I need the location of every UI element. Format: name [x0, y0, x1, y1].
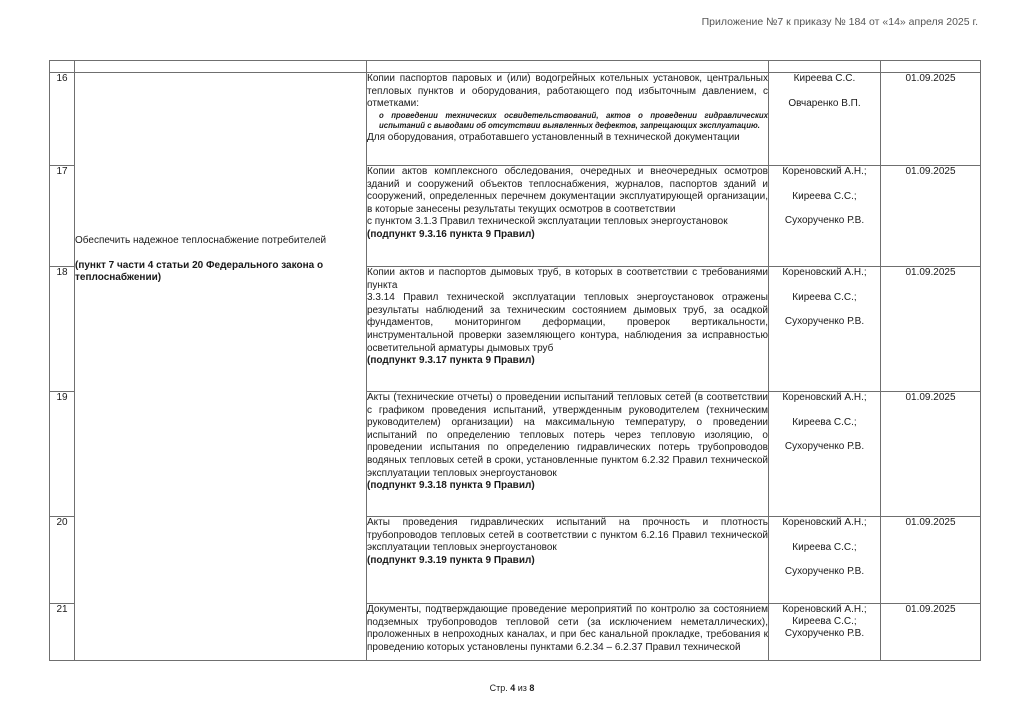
- responsible-name: Киреева С.С.;: [792, 416, 857, 428]
- responsible-name: Овчаренко В.П.: [788, 97, 861, 109]
- description-tail: Для оборудования, отработавшего установленный в технической документации: [367, 131, 740, 143]
- responsible-name: Киреева С.С.;: [792, 291, 857, 303]
- responsible-name: Сухорученко Р.В.: [784, 316, 865, 328]
- requirements-table: [49, 60, 981, 661]
- table-header-row: [50, 61, 981, 73]
- description-reference: (подпункт 9.3.16 пункта 9 Правил): [367, 228, 535, 240]
- description-text: с пунктом 3.1.3 Правил технической эксплуатации тепловых энергоустановок: [367, 216, 728, 228]
- row-date: 01.09.2025: [881, 604, 981, 661]
- row-description: [367, 166, 769, 267]
- description-text: Акты проведения гидравлических испытаний на прочность и плотность трубопроводов тепловых сетей в соответствии с пунктом 6.2.16 Правил технической эксплуатации тепловых энергоустановок: [367, 517, 768, 554]
- row-date: 01.09.2025: [881, 73, 981, 166]
- responsible-name: Кореновский А.Н.;: [782, 604, 867, 615]
- responsible-name: Кореновский А.Н.;: [782, 166, 867, 177]
- responsible-name: Кореновский А.Н.;: [782, 267, 867, 278]
- row-description: [367, 392, 769, 517]
- row-number: 18: [50, 267, 75, 392]
- responsible-name: Сухорученко Р.В.: [784, 566, 865, 578]
- goal-basis: (пункт 7 части 4 статьи 20 Федерального закона о теплоснабжении): [75, 259, 324, 284]
- row-number: 20: [50, 517, 75, 604]
- row-description: [367, 267, 769, 392]
- responsible-name: Сухорученко Р.В.: [784, 628, 865, 639]
- row-number: 21: [50, 604, 75, 661]
- responsible-name: Сухорученко Р.В.: [784, 441, 865, 453]
- row-date: 01.09.2025: [881, 392, 981, 517]
- description-note: о проведении технических освидетельствований, актов о проведении гидравлических испытаний с выводами об отсутствии выявленных дефектов, запрещающих эксплуатацию.: [379, 110, 768, 131]
- responsible-name: Киреева С.С.: [793, 73, 856, 84]
- responsible-name: Киреева С.С.;: [792, 190, 857, 202]
- row-responsible: [769, 166, 881, 267]
- description-text: Акты (технические отчеты) о проведении испытаний тепловых сетей (в соответствии с графиком проведения испытаний, утвержденным руководителем (техническим руководителем) организации) на максимальную температуру, о проведении испытаний по определению тепловых потерь через тепловую изоляцию, о проведении испытания по определению гидравлических потерь трубопроводов водяных тепловых сетей в сроки, установленные пунктом 6.2.32 Правил технической эксплуатации тепловых энергоустановок: [367, 392, 768, 479]
- row-date: 01.09.2025: [881, 267, 981, 392]
- row-description: [367, 517, 769, 604]
- row-date: 01.09.2025: [881, 166, 981, 267]
- row-number: 19: [50, 392, 75, 517]
- description-reference: (подпункт 9.3.17 пункта 9 Правил): [367, 355, 535, 367]
- page-footer: [0, 683, 1024, 693]
- footer-separator: из: [515, 683, 530, 693]
- row-description: [367, 604, 769, 661]
- description-text: Документы, подтверждающие проведение мероприятий по контролю за состоянием подземных трубопроводов тепловой сети (за исключением неметаллических), проложенных в непроходных каналах, и при бес канальной прокладке, требования к проведению которых установлены пунктами 6.2.34 – 6.2.37 Правил технической: [367, 604, 768, 653]
- footer-page-number: 4: [510, 683, 516, 693]
- description-text: Копии паспортов паровых и (или) водогрейных котельных установок, центральных тепловых пунктов и оборудования, работающего под избыточным давлением, с отметками:: [367, 73, 768, 110]
- responsible-name: Кореновский А.Н.;: [782, 392, 867, 403]
- goal-text: Обеспечить надежное теплоснабжение потребителей: [75, 235, 327, 246]
- row-responsible: [769, 392, 881, 517]
- row-responsible: [769, 267, 881, 392]
- responsible-name: Киреева С.С.;: [792, 541, 857, 553]
- description-text: Копии актов и паспортов дымовых труб, в которых в соответствии с требованиями пункта: [367, 267, 768, 291]
- row-description: [367, 73, 769, 166]
- description-text: Копии актов комплексного обследования, очередных и внеочередных осмотров зданий и сооружений объектов теплоснабжения, журналов, паспортов зданий и сооружений, определенных перечнем документации эксплуатирующей организации, в которые занесены результаты текущих осмотров в соответствии: [367, 166, 768, 215]
- description-reference: (подпункт 9.3.18 пункта 9 Правил): [367, 480, 535, 492]
- row-number: 16: [50, 73, 75, 166]
- responsible-name: Сухорученко Р.В.: [784, 215, 865, 227]
- responsible-name: Кореновский А.Н.;: [782, 517, 867, 528]
- description-text: 3.3.14 Правил технической эксплуатации тепловых энергоустановок отражены результаты наблюдений за техническим состоянием дымовых труб, за осадкой фундаментов, мониторингом деформации, проверок вертикальности, инструментальной проверки заземляющего контура, наблюдения за исправностью осветительной арматуры дымовых труб: [367, 292, 768, 354]
- page-header: Приложение №7 к приказу № 184 от «14» апреля 2025 г.: [701, 16, 978, 28]
- responsible-name: Киреева С.С.;: [792, 616, 857, 627]
- table-row: [50, 73, 981, 166]
- row-number: 17: [50, 166, 75, 267]
- goal-cell: [75, 73, 367, 661]
- row-responsible: [769, 73, 881, 166]
- description-reference: (подпункт 9.3.19 пункта 9 Правил): [367, 554, 535, 566]
- footer-prefix: Стр.: [489, 683, 511, 693]
- row-responsible: [769, 517, 881, 604]
- row-responsible: [769, 604, 881, 661]
- footer-page-total: 8: [529, 683, 535, 693]
- row-date: 01.09.2025: [881, 517, 981, 604]
